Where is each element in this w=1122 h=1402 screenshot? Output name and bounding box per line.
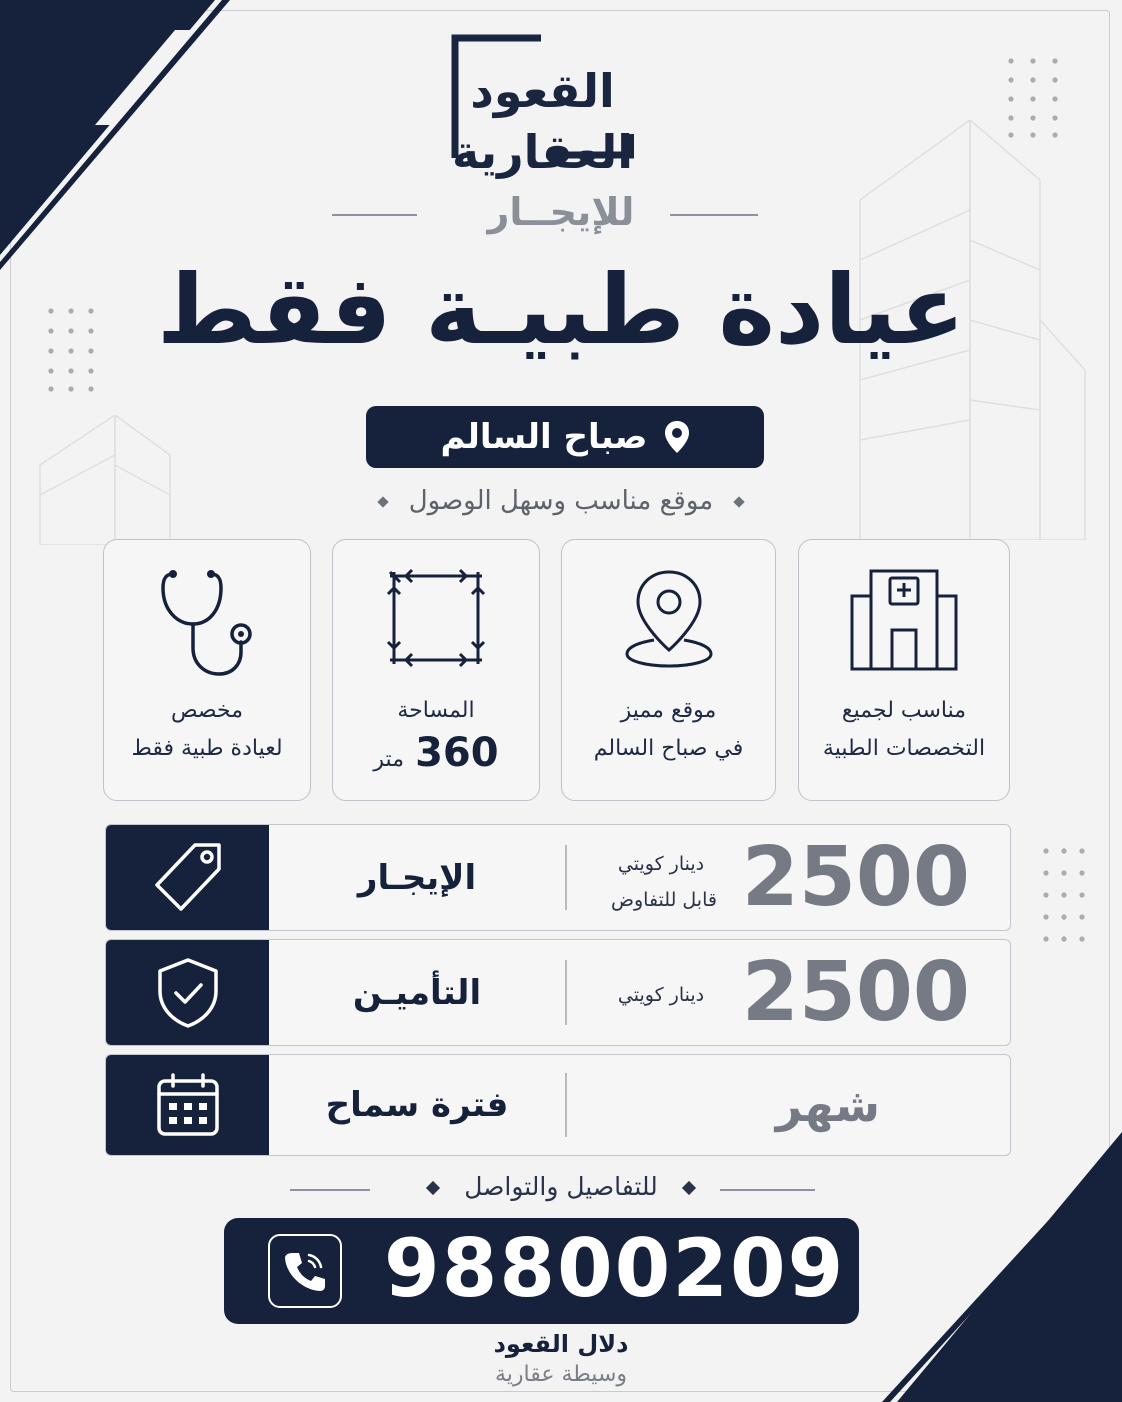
contact-heading-row — [0, 1172, 1122, 1206]
dot-grid-decoration — [1040, 845, 1090, 945]
dot-grid-decoration — [1005, 55, 1065, 140]
feature-line-2: لعيادة طبية فقط — [131, 736, 283, 761]
contact-heading — [0, 1172, 1122, 1201]
feature-line-1: موقع مميز — [620, 698, 717, 723]
feature-card-location — [561, 539, 776, 801]
shield-check-icon — [156, 957, 220, 1029]
calendar-icon — [155, 1072, 221, 1138]
logo-line-1: القعود — [470, 64, 615, 118]
rent-row — [105, 824, 1011, 931]
feature-card-area — [332, 539, 540, 801]
rent-icon-box — [106, 825, 269, 930]
diamond-bullet — [682, 1181, 696, 1195]
feature-line-1: مناسب لجميع — [841, 698, 967, 723]
stethoscope-icon — [157, 568, 257, 678]
deposit-icon-box — [106, 940, 269, 1045]
grace-icon-box — [106, 1055, 269, 1155]
deposit-value: 2500 — [741, 945, 970, 1040]
for-rent-label: للإيجــار — [487, 190, 635, 234]
rent-negotiable-note: قابل للتفاوض — [611, 889, 717, 911]
deposit-currency: دينار كويتي — [617, 984, 705, 1006]
feature-line-1: المساحة — [397, 698, 475, 723]
row-separator — [565, 960, 567, 1025]
feature-card-clinic-only — [103, 539, 311, 801]
page-title: عيادة طبيـة فقط — [156, 254, 966, 366]
area-value — [333, 730, 539, 776]
contact-heading-text: للتفاصيل والتواصل — [464, 1172, 658, 1201]
diamond-bullet — [377, 496, 388, 507]
location-tagline-row — [0, 486, 1122, 516]
for-rent-heading-row — [0, 190, 1122, 240]
location-badge — [366, 406, 764, 468]
feature-line-2: في صباح السالم — [593, 736, 744, 761]
price-tag-icon — [151, 841, 225, 915]
feature-line-2: التخصصات الطبية — [822, 736, 986, 761]
area-unit: متر — [373, 747, 404, 772]
feature-line-1: مخصص — [170, 698, 243, 723]
rent-label: الإيجـار — [357, 857, 477, 898]
row-separator — [565, 845, 567, 910]
area-arrows-icon — [386, 568, 486, 668]
diamond-bullet — [426, 1181, 440, 1195]
rent-currency: دينار كويتي — [617, 853, 705, 875]
deposit-row — [105, 939, 1011, 1046]
agent-name: دلال القعود — [493, 1330, 629, 1358]
location-tagline: موقع مناسب وسهل الوصول — [408, 486, 714, 516]
grace-period-label: فترة سماح — [325, 1085, 509, 1125]
grace-period-row — [105, 1054, 1011, 1156]
phone-number: 98800209 — [384, 1222, 846, 1315]
location-pin-icon — [664, 420, 690, 454]
row-separator — [565, 1073, 567, 1137]
map-pin-icon — [624, 568, 714, 668]
grace-period-value: شهر — [775, 1078, 880, 1132]
logo-line-2: العقارية — [451, 125, 634, 179]
phone-call-button[interactable] — [224, 1218, 859, 1324]
rent-value: 2500 — [741, 830, 970, 925]
agent-role: وسيطة عقارية — [494, 1362, 628, 1387]
phone-icon — [268, 1234, 342, 1308]
location-name: صباح السالم — [440, 417, 648, 457]
brand-logo — [451, 34, 634, 179]
feature-card-specialties — [798, 539, 1010, 801]
diamond-bullet — [734, 496, 745, 507]
hospital-icon — [849, 568, 959, 672]
area-number: 360 — [415, 730, 499, 776]
background-building-left — [35, 415, 175, 545]
deposit-label: التأميـن — [352, 972, 482, 1013]
